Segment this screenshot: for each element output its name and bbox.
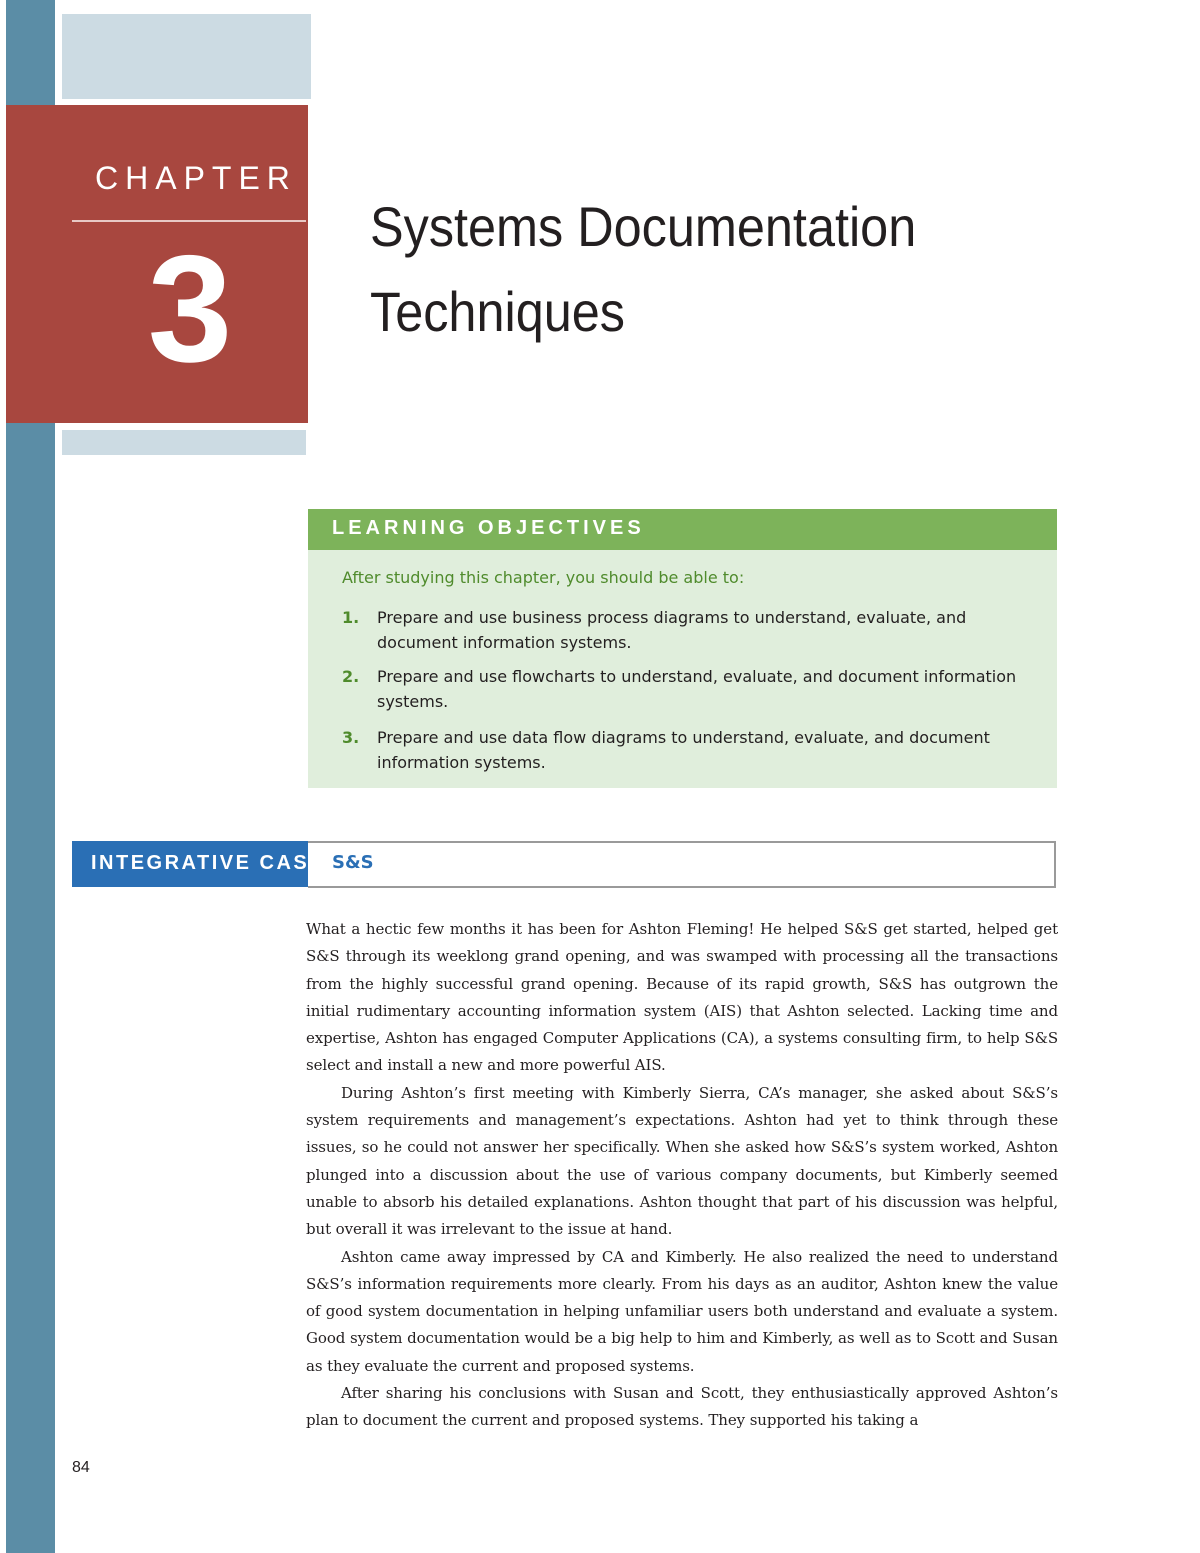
chapter-title <box>370 184 1054 354</box>
case-body-text <box>306 916 1058 1435</box>
body-paragraph: During Ashton’s first meeting with Kimberly Sierra, CA’s manager, she asked about S&S’s system requirements and management’s expectations. Ashton had yet to think through these issues, so he could not answer her specifically. When she asked how S&S’s system worked, Ashton plunged into a discussion about the use of various company documents, but Kimberly seemed unable to absorb his detailed explanations. Ashton thought that part of his discussion was helpful, but overall it was irrelevant to the issue at hand. <box>306 1083 1058 1239</box>
chapter-title-line-1: Systems Documentation <box>370 195 917 258</box>
integrative-case-label: INTEGRATIVE CASE <box>91 852 326 874</box>
objective-text: Prepare and use business process diagrams to understand, evaluate, and document information systems. <box>377 608 967 652</box>
objective-text: Prepare and use flowcharts to understand, evaluate, and document information systems. <box>377 667 1017 711</box>
integrative-case-frame <box>308 841 1056 888</box>
objective-number: 1. <box>342 608 360 627</box>
body-paragraph: What a hectic few months it has been for Ashton Fleming! He helped S&S get started, helped get S&S through its weeklong grand opening, and was swamped with processing all the transactions from the highly successful grand opening. Because of its rapid growth, S&S has outgrown the initial rudimentary accounting information system (AIS) that Ashton selected. Lacking time and expertise, Ashton has engaged Computer Applications (CA), a systems consulting firm, to help S&S select and install a new and more powerful AIS. <box>306 920 1058 1075</box>
learning-objectives-intro: After studying this chapter, you should be able to: <box>342 568 745 587</box>
header-accent-block-bottom <box>62 430 306 455</box>
page-number: 84 <box>72 1459 90 1476</box>
objective-item <box>342 725 1022 775</box>
chapter-number: 3 <box>147 224 233 394</box>
objective-number: 3. <box>342 728 360 747</box>
header-accent-block-top <box>62 14 311 99</box>
body-paragraph: After sharing his conclusions with Susan and Scott, they enthusiastically approved Ashton’s plan to document the current and proposed systems. They supported his taking a <box>306 1384 1058 1430</box>
chapter-title-line-2: Techniques <box>370 280 625 343</box>
objective-item <box>342 664 1022 714</box>
objective-item <box>342 605 1022 655</box>
chapter-label: CHAPTER <box>95 160 297 196</box>
learning-objectives-heading: LEARNING OBJECTIVES <box>332 517 645 539</box>
integrative-case-name: S&S <box>332 852 374 873</box>
body-paragraph: Ashton came away impressed by CA and Kimberly. He also realized the need to understand S&S’s information requirements more clearly. From his days as an auditor, Ashton knew the value of good system documentation in helping unfamiliar users both understand and evaluate a system. Good system documentation would be a big help to him and Kimberly, as well as to Scott and Susan as they evaluate the current and proposed systems. <box>306 1247 1058 1375</box>
objective-number: 2. <box>342 667 360 686</box>
chapter-divider <box>72 220 306 222</box>
objective-text: Prepare and use data flow diagrams to understand, evaluate, and document information systems. <box>377 728 990 772</box>
